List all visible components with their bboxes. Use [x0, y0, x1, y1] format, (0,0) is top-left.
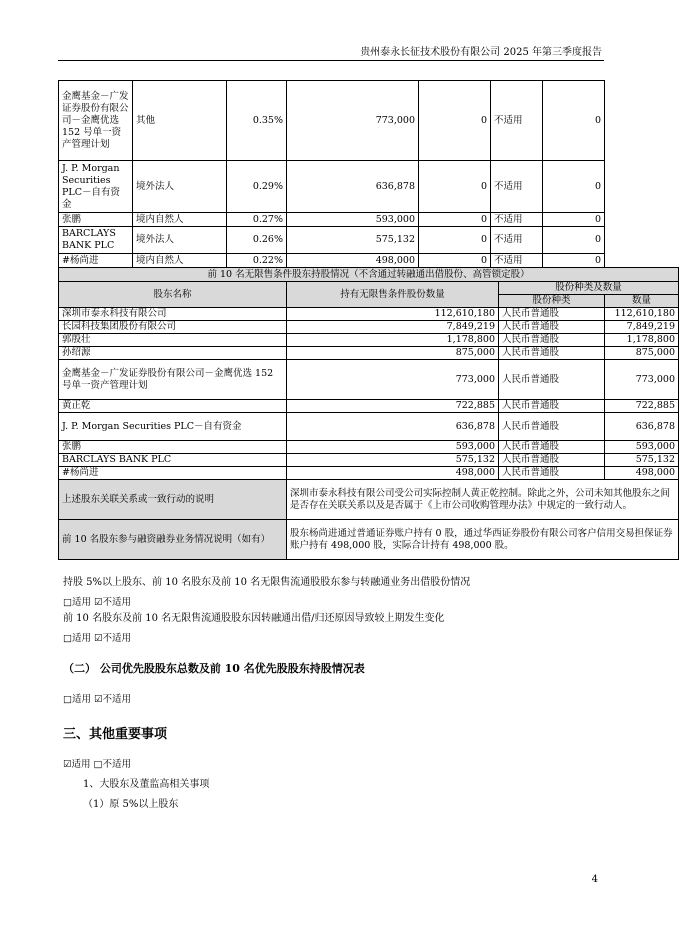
table-row	[59, 413, 679, 441]
shareholder-name: BARCLAYS BANK PLC	[59, 454, 287, 467]
section-preferred-title: （二） 公司优先股股东总数及前 10 名优先股股东持股情况表	[63, 662, 365, 675]
pledge-quantity: 0	[543, 81, 605, 161]
shareholder-name: 深圳市泰永科技有限公司	[59, 308, 287, 321]
page-number: 4	[591, 874, 598, 885]
share-num: 722,885	[605, 400, 679, 413]
share-type: 人民币普通股	[499, 321, 605, 334]
table-row	[59, 454, 679, 467]
unrestricted-qty: 773,000	[287, 360, 499, 400]
note-lending-checkbox: □适用 ☑不适用	[63, 597, 132, 608]
holding-ratio: 0.27%	[227, 213, 287, 227]
page-header: 贵州泰永长征技术股份有限公司 2025 年第三季度报告	[360, 47, 602, 58]
share-type: 人民币普通股	[499, 467, 605, 480]
restricted-shares: 0	[419, 254, 491, 268]
share-num: 7,849,219	[605, 321, 679, 334]
share-num: 875,000	[605, 347, 679, 360]
note-lending: 持股 5%以上股东、前 10 名股东及前 10 名无限售流通股股东参与转融通业务出借股份情况	[63, 577, 471, 588]
shareholder-name: 张鹏	[59, 441, 287, 454]
shareholder-name: 金鹰基金－广发证券股份有限公司－金鹰优选 152 号单一资产管理计划	[59, 81, 133, 161]
shareholder-nature: 其他	[133, 81, 227, 161]
column-header-qty: 持有无限售条件股份数量	[287, 282, 499, 308]
column-header-type: 股份种类	[499, 295, 605, 308]
unrestricted-qty: 722,885	[287, 400, 499, 413]
share-type: 人民币普通股	[499, 441, 605, 454]
share-count: 575,132	[287, 227, 419, 254]
restricted-shares: 0	[419, 81, 491, 161]
table-row	[59, 360, 679, 400]
table-row	[59, 400, 679, 413]
restricted-shares: 0	[419, 161, 491, 213]
unrestricted-qty: 112,610,180	[287, 308, 499, 321]
unrestricted-qty: 7,849,219	[287, 321, 499, 334]
column-header-num: 数量	[605, 295, 679, 308]
table-row	[59, 334, 679, 347]
header-rule	[58, 60, 604, 61]
shareholder-name: #杨尚进	[59, 467, 287, 480]
table-title-row	[59, 268, 679, 282]
section-other-title: 三、其他重要事项	[63, 727, 168, 742]
restricted-shares: 0	[419, 213, 491, 227]
shareholder-name: 长园科技集团股份有限公司	[59, 321, 287, 334]
column-header-group: 股份种类及数量	[499, 282, 679, 295]
holding-ratio: 0.22%	[227, 254, 287, 268]
shareholder-nature: 境内自然人	[133, 213, 227, 227]
unrestricted-qty: 636,878	[287, 413, 499, 441]
share-num: 636,878	[605, 413, 679, 441]
table-title: 前 10 名无限售条件股东持股情况（不含通过转融通出借股份、高管锁定股）	[59, 268, 679, 282]
pledge-status: 不适用	[491, 213, 543, 227]
unrestricted-qty: 875,000	[287, 347, 499, 360]
share-type: 人民币普通股	[499, 347, 605, 360]
column-header-name: 股东名称	[59, 282, 287, 308]
table-row	[59, 347, 679, 360]
table-row	[59, 467, 679, 480]
share-num: 593,000	[605, 441, 679, 454]
item-former-5pct: （1）原 5%以上股东	[83, 799, 179, 810]
pledge-status: 不适用	[491, 227, 543, 254]
note-change-checkbox: □适用 ☑不适用	[63, 633, 132, 644]
item-major-shareholders: 1、大股东及董监高相关事项	[83, 779, 210, 790]
relation-label: 上述股东关联关系或一致行动的说明	[59, 480, 287, 520]
pledge-quantity: 0	[543, 227, 605, 254]
table-row	[59, 254, 605, 268]
pledge-quantity: 0	[543, 213, 605, 227]
section-preferred-checkbox: □适用 ☑不适用	[63, 694, 132, 705]
share-count: 773,000	[287, 81, 419, 161]
share-type: 人民币普通股	[499, 360, 605, 400]
share-type: 人民币普通股	[499, 413, 605, 441]
share-num: 1,178,800	[605, 334, 679, 347]
share-count: 498,000	[287, 254, 419, 268]
shareholder-name: 黄正乾	[59, 400, 287, 413]
unrestricted-qty: 1,178,800	[287, 334, 499, 347]
table-row	[59, 321, 679, 334]
share-num: 575,132	[605, 454, 679, 467]
table-row	[59, 161, 605, 213]
shareholder-nature: 境外法人	[133, 161, 227, 213]
table-row	[59, 81, 605, 161]
shareholder-name: 郭殷壮	[59, 334, 287, 347]
holding-ratio: 0.26%	[227, 227, 287, 254]
shareholder-name: J. P. Morgan Securities PLC－自有资金	[59, 413, 287, 441]
pledge-status: 不适用	[491, 81, 543, 161]
holding-ratio: 0.29%	[227, 161, 287, 213]
pledge-quantity: 0	[543, 254, 605, 268]
table-row	[59, 227, 605, 254]
share-type: 人民币普通股	[499, 454, 605, 467]
top10-shareholders-table	[58, 80, 605, 268]
shareholder-nature: 境内自然人	[133, 254, 227, 268]
table-header-row	[59, 282, 679, 295]
table-row	[59, 480, 679, 520]
shareholder-nature: 境外法人	[133, 227, 227, 254]
relation-text: 深圳市泰永科技有限公司受公司实际控制人黄正乾控制。除此之外，公司未知其他股东之间是否存在关联关系以及是否属于《上市公司收购管理办法》中规定的一致行动人。	[287, 480, 679, 520]
share-num: 112,610,180	[605, 308, 679, 321]
table-row	[59, 441, 679, 454]
share-num: 773,000	[605, 360, 679, 400]
shareholder-name: 金鹰基金－广发证券股份有限公司－金鹰优选 152 号单一资产管理计划	[59, 360, 287, 400]
shareholder-name: 孙绍源	[59, 347, 287, 360]
table-row	[59, 520, 679, 560]
share-count: 636,878	[287, 161, 419, 213]
pledge-quantity: 0	[543, 161, 605, 213]
margin-text: 股东杨尚进通过普通证券账户持有 0 股，通过华西证券股份有限公司客户信用交易担保证券账户持有 498,000 股，实际合计持有 498,000 股。	[287, 520, 679, 560]
section-other-checkbox: ☑适用 □不适用	[63, 759, 132, 770]
share-type: 人民币普通股	[499, 400, 605, 413]
holding-ratio: 0.35%	[227, 81, 287, 161]
shareholder-name: #杨尚进	[59, 254, 133, 268]
shareholder-name: J. P. Morgan Securities PLC－自有资金	[59, 161, 133, 213]
share-type: 人民币普通股	[499, 334, 605, 347]
note-change: 前 10 名股东及前 10 名无限售流通股股东因转融通出借/归还原因导致较上期发生变化	[63, 613, 445, 624]
unrestricted-shareholders-table	[58, 267, 679, 560]
pledge-status: 不适用	[491, 254, 543, 268]
share-count: 593,000	[287, 213, 419, 227]
unrestricted-qty: 575,132	[287, 454, 499, 467]
restricted-shares: 0	[419, 227, 491, 254]
table-row	[59, 213, 605, 227]
share-type: 人民币普通股	[499, 308, 605, 321]
unrestricted-qty: 593,000	[287, 441, 499, 454]
share-num: 498,000	[605, 467, 679, 480]
unrestricted-qty: 498,000	[287, 467, 499, 480]
margin-label: 前 10 名股东参与融资融券业务情况说明（如有）	[59, 520, 287, 560]
pledge-status: 不适用	[491, 161, 543, 213]
table-row	[59, 308, 679, 321]
shareholder-name: 张鹏	[59, 213, 133, 227]
shareholder-name: BARCLAYS BANK PLC	[59, 227, 133, 254]
